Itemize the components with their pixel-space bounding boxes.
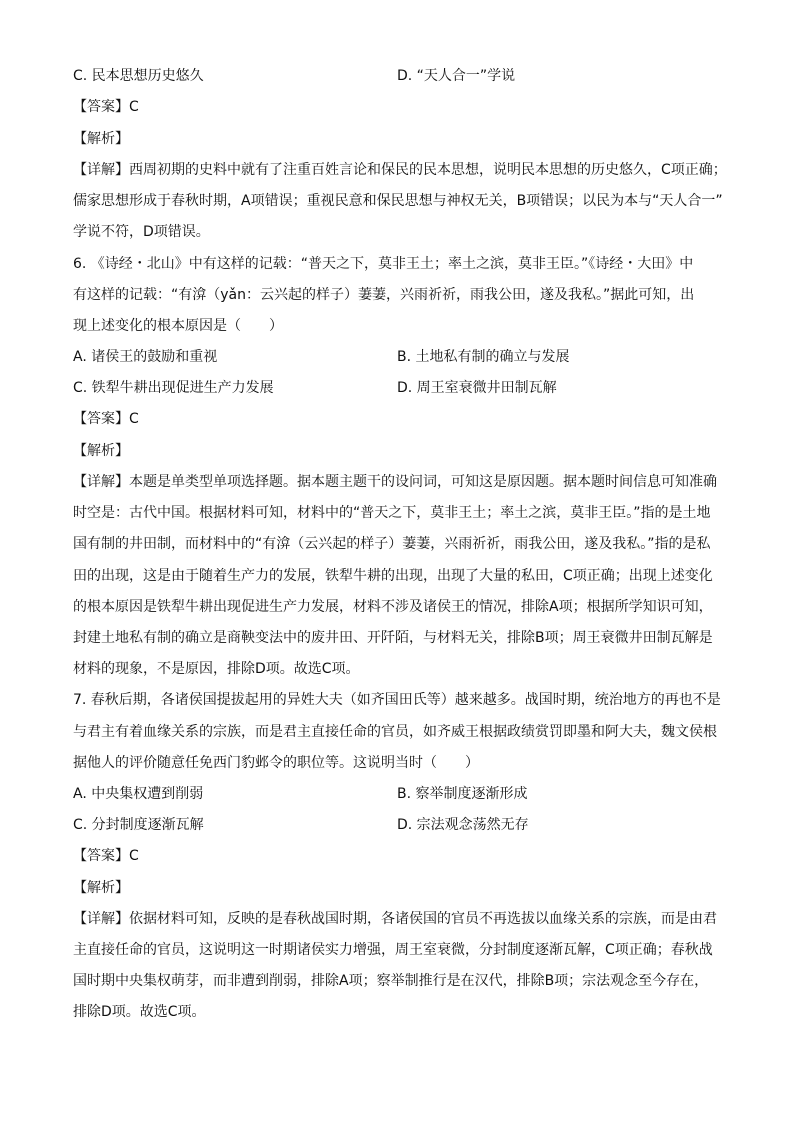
q6-stem-line: 6. 《诗经・北山》中有这样的记载：“普天之下，莫非王土；率土之滨，莫非王臣。”《诗经・大田》中 xyxy=(73,256,694,272)
q6-option-b: B. 土地私有制的确立与发展 xyxy=(397,349,570,365)
q5-detail-line: 【详解】西周初期的史料中就有了注重百姓言论和保民的民本思想，说明民本思想的历史悠久，C项正确； xyxy=(73,162,727,178)
q6-analysis-heading: 【解析】 xyxy=(73,443,129,459)
q7-option-b: B. 察举制度逐渐形成 xyxy=(397,786,528,802)
q5-analysis-heading: 【解析】 xyxy=(73,131,129,147)
q7-stem-line: 7. 春秋后期，各诸侯国提拔起用的异姓大夫（如齐国田氏等）越来越多。战国时期，统治地方的再也不是 xyxy=(73,692,721,708)
q6-detail-line: 田的出现，这是由于随着生产力的发展，铁犁牛耕的出现，出现了大量的私田，C项正确；出现上述变化 xyxy=(73,568,713,584)
q6-detail-line: 国有制的井田制，而材料中的“有渰（云兴起的样子）萋萋，兴雨祈祈，雨我公田，遂及我私。”指的是私 xyxy=(73,536,711,552)
q5-option-d: D. “天人合一”学说 xyxy=(397,68,516,84)
q6-detail-line: 【详解】本题是单类型单项选择题。据本题主题干的设问词，可知这是原因题。据本题时间信息可知准确 xyxy=(73,474,717,490)
q6-answer: 【答案】C xyxy=(73,411,139,427)
q6-detail-line: 时空是：古代中国。根据材料可知，材料中的“普天之下，莫非王土；率土之滨，莫非王臣。”指的是土地 xyxy=(73,505,711,521)
q6-detail-line: 材料的现象，不是原因，排除D项。故选C项。 xyxy=(73,661,360,677)
q5-detail-line: 儒家思想形成于春秋时期，A项错误；重视民意和保民思想与神权无关，B项错误；以民为本与“天人合一” xyxy=(73,193,723,209)
q7-stem-line: 与君主有着血缘关系的宗族，而是君主直接任命的官员，如齐威王根据政绩赏罚即墨和阿大夫，魏文侯根 xyxy=(73,724,717,740)
q6-detail-line: 的根本原因是铁犁牛耕出现促进生产力发展，材料不涉及诸侯王的情况，排除A项；根据所学知识可知， xyxy=(73,599,713,615)
q7-detail-line: 主直接任命的官员，这说明这一时期诸侯实力增强，周王室衰微，分封制度逐渐瓦解，C项正确；春秋战 xyxy=(73,942,713,958)
q7-option-d: D. 宗法观念荡然无存 xyxy=(397,817,529,833)
q7-detail-line: 【详解】依据材料可知，反映的是春秋战国时期，各诸侯国的官员不再选拔以血缘关系的宗族，而是由君 xyxy=(73,911,717,927)
q5-option-c: C. 民本思想历史悠久 xyxy=(73,68,204,84)
q7-stem-line: 据他人的评价随意任免西门豹邺令的职位等。这说明当时（ ） xyxy=(73,755,479,771)
q6-option-c: C. 铁犁牛耕出现促进生产力发展 xyxy=(73,380,274,396)
q7-detail-line: 排除D项。故选C项。 xyxy=(73,1004,206,1020)
q6-option-d: D. 周王室衰微井田制瓦解 xyxy=(397,380,557,396)
q7-analysis-heading: 【解析】 xyxy=(73,880,129,896)
q7-option-a: A. 中央集权遭到削弱 xyxy=(73,786,204,802)
q6-stem-line: 有这样的记载：“有渰（yǎn：云兴起的样子）萋萋，兴雨祈祈，雨我公田，遂及我私。”据此可知，出 xyxy=(73,287,695,303)
q6-detail-line: 封建土地私有制的确立是商鞅变法中的废井田、开阡陌，与材料无关，排除B项；周王衰微井田制瓦解是 xyxy=(73,630,713,646)
q7-option-c: C. 分封制度逐渐瓦解 xyxy=(73,817,204,833)
q6-option-a: A. 诸侯王的鼓励和重视 xyxy=(73,349,218,365)
q7-detail-line: 国时期中央集权萌芽，而非遭到削弱，排除A项；察举制推行是在汉代，排除B项；宗法观念至今存在， xyxy=(73,973,709,989)
q5-detail-line: 学说不符，D项错误。 xyxy=(73,224,210,240)
q6-stem-line: 现上述变化的根本原因是（ ） xyxy=(73,318,283,334)
q5-answer: 【答案】C xyxy=(73,99,139,115)
q7-answer: 【答案】C xyxy=(73,848,139,864)
